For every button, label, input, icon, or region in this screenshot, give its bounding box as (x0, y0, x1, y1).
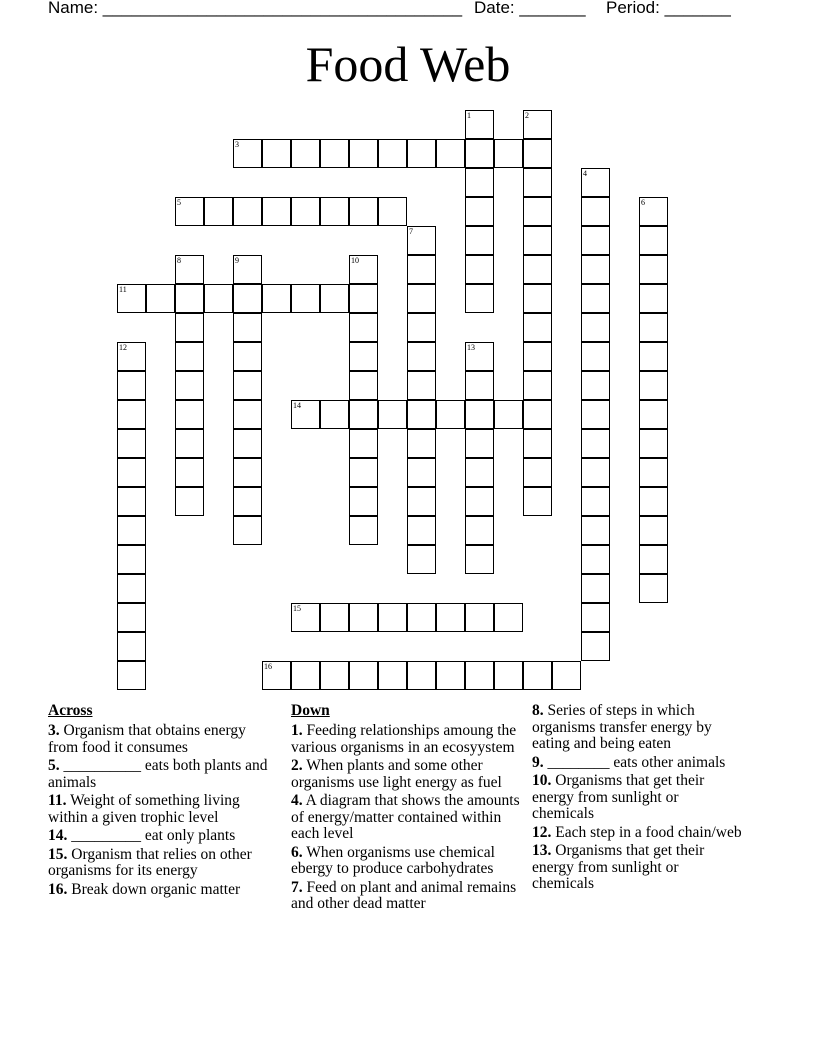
clue-number-label: 9. (532, 753, 544, 771)
grid-cell[interactable] (407, 342, 436, 371)
clue-item (48, 793, 278, 826)
grid-cell[interactable] (407, 255, 436, 284)
clue-text: Feed on plant and animal remains and other dead matter (291, 878, 517, 912)
clue-item (48, 882, 278, 899)
grid-cell[interactable] (639, 574, 668, 603)
clue-number-label: 13. (532, 842, 552, 859)
grid-cell[interactable] (233, 313, 262, 342)
grid-cell[interactable] (436, 603, 465, 632)
grid-cell[interactable] (407, 516, 436, 545)
clue-number-label: 3. (48, 722, 60, 739)
grid-cell[interactable] (349, 342, 378, 371)
grid-cell[interactable] (204, 284, 233, 313)
grid-cell[interactable] (349, 400, 378, 429)
grid-cell[interactable] (639, 429, 668, 458)
grid-cell[interactable] (523, 371, 552, 400)
clue-text: Organisms that get their energy from sunlight or chemicals (532, 842, 705, 892)
clue-number: 11 (119, 285, 127, 294)
grid-cell[interactable] (262, 284, 291, 313)
down-clues-continued (532, 703, 742, 895)
grid-cell[interactable] (175, 400, 204, 429)
grid-cell[interactable] (175, 284, 204, 313)
grid-cell[interactable] (407, 139, 436, 168)
clue-text: Organisms that get their energy from sunlight or chemicals (532, 772, 705, 822)
clue-text: Weight of something living within a given trophic level (48, 792, 240, 826)
grid-cell[interactable] (523, 168, 552, 197)
clue-number: 5 (177, 198, 181, 207)
clue-text: When organisms use chemical ebergy to produce carbohydrates (291, 843, 495, 877)
grid-cell[interactable] (233, 487, 262, 516)
grid-cell[interactable] (465, 400, 494, 429)
grid-cell[interactable] (349, 313, 378, 342)
clue-item (48, 847, 278, 880)
across-clues (48, 702, 278, 900)
clue-number-label: 5. (48, 757, 60, 774)
grid-cell[interactable] (581, 226, 610, 255)
clue-number: 7 (409, 227, 413, 236)
clue-number: 16 (264, 662, 272, 671)
grid-cell[interactable] (581, 284, 610, 313)
grid-cell[interactable] (639, 226, 668, 255)
grid-cell[interactable] (581, 632, 610, 661)
clue-number-label: 14. (48, 827, 68, 844)
grid-cell[interactable] (639, 487, 668, 516)
down-heading: Down (291, 702, 330, 719)
grid-cell[interactable] (291, 197, 320, 226)
grid-cell[interactable] (320, 284, 349, 313)
grid-cell[interactable] (639, 284, 668, 313)
grid-cell[interactable] (523, 313, 552, 342)
date-field[interactable]: Date: _______ (474, 0, 586, 17)
clue-item (48, 828, 278, 845)
grid-cell[interactable] (436, 661, 465, 690)
grid-cell[interactable] (581, 371, 610, 400)
grid-cell[interactable] (146, 284, 175, 313)
grid-cell[interactable] (523, 487, 552, 516)
grid-cell[interactable] (233, 197, 262, 226)
grid-cell[interactable] (465, 516, 494, 545)
grid-cell[interactable] (233, 342, 262, 371)
period-field[interactable]: Period: _______ (606, 0, 731, 17)
grid-cell[interactable] (639, 516, 668, 545)
grid-cell[interactable] (523, 255, 552, 284)
grid-cell[interactable] (581, 545, 610, 574)
grid-cell[interactable] (523, 342, 552, 371)
clue-number-label: 2. (291, 757, 303, 774)
clue-number: 1 (467, 111, 471, 120)
clue-item (532, 773, 742, 823)
grid-cell[interactable] (523, 284, 552, 313)
grid-cell[interactable] (581, 197, 610, 226)
grid-cell[interactable] (581, 574, 610, 603)
clue-text: Series of steps in which organisms transfer energy by eating and being eaten (532, 702, 712, 752)
grid-cell[interactable] (349, 661, 378, 690)
grid-cell[interactable] (175, 487, 204, 516)
clue-number: 12 (119, 343, 127, 352)
clue-number: 6 (641, 198, 645, 207)
grid-cell[interactable] (465, 429, 494, 458)
grid-cell[interactable] (175, 429, 204, 458)
grid-cell[interactable] (523, 226, 552, 255)
grid-cell[interactable] (349, 487, 378, 516)
clue-item (48, 758, 278, 791)
clue-number: 14 (293, 401, 301, 410)
grid-cell[interactable] (581, 487, 610, 516)
grid-cell[interactable] (262, 197, 291, 226)
grid-cell[interactable] (639, 255, 668, 284)
grid-cell[interactable] (349, 458, 378, 487)
grid-cell[interactable] (465, 603, 494, 632)
clue-item (532, 703, 742, 753)
grid-cell[interactable] (378, 197, 407, 226)
clue-item (291, 723, 527, 756)
clue-number-label: 4. (291, 792, 303, 809)
grid-cell[interactable] (175, 342, 204, 371)
grid-cell[interactable] (320, 400, 349, 429)
grid-cell[interactable] (175, 313, 204, 342)
grid-cell[interactable] (262, 139, 291, 168)
grid-cell[interactable] (639, 313, 668, 342)
grid-cell[interactable] (581, 516, 610, 545)
grid-cell[interactable] (320, 197, 349, 226)
grid-cell[interactable] (436, 139, 465, 168)
grid-cell[interactable] (639, 400, 668, 429)
grid-cell[interactable] (465, 661, 494, 690)
grid-cell[interactable] (407, 429, 436, 458)
grid-cell[interactable] (349, 516, 378, 545)
grid-cell[interactable] (349, 197, 378, 226)
grid-cell[interactable] (407, 400, 436, 429)
grid-cell[interactable] (639, 371, 668, 400)
grid-cell[interactable] (494, 400, 523, 429)
grid-cell[interactable] (349, 139, 378, 168)
grid-cell[interactable] (117, 371, 146, 400)
grid-cell[interactable] (117, 545, 146, 574)
clue-number-label: 12. (532, 823, 552, 841)
name-field[interactable]: Name: ______________________________________ (48, 0, 463, 17)
clue-number-label: 11. (48, 792, 67, 809)
grid-cell[interactable] (233, 516, 262, 545)
grid-cell[interactable] (581, 400, 610, 429)
grid-cell[interactable] (378, 139, 407, 168)
clue-number: 9 (235, 256, 239, 265)
grid-cell[interactable] (117, 429, 146, 458)
grid-cell[interactable] (175, 458, 204, 487)
grid-cell[interactable] (378, 603, 407, 632)
grid-cell[interactable] (320, 661, 349, 690)
grid-cell[interactable] (523, 661, 552, 690)
grid-cell[interactable] (465, 458, 494, 487)
clue-text: A diagram that shows the amounts of energy/matter contained within each level (291, 792, 520, 842)
grid-cell[interactable] (291, 139, 320, 168)
clue-text: Feeding relationships amoung the various organisms in an ecosyystem (291, 722, 517, 756)
clue-text: Organism that obtains energy from food it consumes (48, 722, 246, 756)
grid-cell[interactable] (523, 197, 552, 226)
clue-text: Break down organic matter (67, 880, 241, 898)
grid-cell[interactable] (465, 284, 494, 313)
clue-text: _________ eat only plants (67, 827, 236, 844)
grid-cell[interactable] (117, 603, 146, 632)
grid-cell[interactable] (407, 284, 436, 313)
grid-cell[interactable] (407, 661, 436, 690)
grid-cell[interactable] (436, 400, 465, 429)
grid-cell[interactable] (349, 603, 378, 632)
grid-cell[interactable] (117, 487, 146, 516)
grid-cell[interactable] (320, 603, 349, 632)
grid-cell[interactable] (117, 574, 146, 603)
grid-cell[interactable] (581, 342, 610, 371)
clue-number-label: 7. (291, 878, 303, 896)
grid-cell[interactable] (117, 400, 146, 429)
across-heading: Across (48, 702, 93, 719)
clue-number: 10 (351, 256, 359, 265)
clue-item (291, 845, 527, 878)
grid-cell[interactable] (407, 371, 436, 400)
grid-cell[interactable] (581, 458, 610, 487)
clue-number-label: 6. (291, 843, 303, 861)
grid-cell[interactable] (639, 458, 668, 487)
grid-cell[interactable] (465, 487, 494, 516)
grid-cell[interactable] (175, 371, 204, 400)
grid-cell[interactable] (581, 603, 610, 632)
grid-cell[interactable] (233, 400, 262, 429)
grid-cell[interactable] (204, 197, 233, 226)
clue-item (291, 758, 527, 791)
grid-cell[interactable] (291, 661, 320, 690)
grid-cell[interactable] (407, 313, 436, 342)
grid-cell[interactable] (349, 429, 378, 458)
grid-cell[interactable] (349, 371, 378, 400)
clue-number: 8 (177, 256, 181, 265)
grid-cell[interactable] (465, 139, 494, 168)
grid-cell[interactable] (465, 371, 494, 400)
clue-text: Organism that relies on other organisms for its energy (48, 845, 252, 879)
clue-item (532, 755, 742, 772)
clue-text: __________ eats both plants and animals (48, 757, 268, 791)
grid-cell[interactable] (407, 487, 436, 516)
clue-number: 4 (583, 169, 587, 178)
clue-number: 15 (293, 604, 301, 613)
clue-text: Each step in a food chain/web (551, 823, 742, 841)
grid-cell[interactable] (523, 458, 552, 487)
clue-number-label: 15. (48, 845, 68, 863)
page-title: Food Web (305, 36, 511, 92)
clue-number: 3 (235, 140, 239, 149)
grid-cell[interactable] (117, 458, 146, 487)
clue-item (532, 843, 742, 893)
grid-cell[interactable] (320, 139, 349, 168)
grid-cell[interactable] (494, 661, 523, 690)
grid-cell[interactable] (117, 516, 146, 545)
grid-cell[interactable] (581, 429, 610, 458)
grid-cell[interactable] (407, 545, 436, 574)
grid-cell[interactable] (465, 226, 494, 255)
grid-cell[interactable] (581, 255, 610, 284)
clue-number: 2 (525, 111, 529, 120)
clue-text: When plants and some other organisms use light energy as fuel (291, 757, 502, 791)
clue-number: 13 (467, 343, 475, 352)
clue-number-label: 10. (532, 772, 552, 789)
clue-number-label: 1. (291, 722, 303, 739)
grid-cell[interactable] (378, 400, 407, 429)
grid-cell[interactable] (233, 458, 262, 487)
clue-text: ________ eats other animals (543, 753, 726, 771)
grid-cell[interactable] (494, 139, 523, 168)
grid-cell[interactable] (581, 313, 610, 342)
down-clues (291, 702, 527, 915)
grid-cell[interactable] (349, 284, 378, 313)
grid-cell[interactable] (465, 255, 494, 284)
grid-cell[interactable] (465, 168, 494, 197)
grid-cell[interactable] (233, 284, 262, 313)
grid-cell[interactable] (465, 197, 494, 226)
grid-cell[interactable] (117, 632, 146, 661)
grid-cell[interactable] (523, 400, 552, 429)
grid-cell[interactable] (552, 661, 581, 690)
clue-item (291, 880, 527, 913)
grid-cell[interactable] (639, 342, 668, 371)
clue-item (48, 723, 278, 756)
grid-cell[interactable] (233, 371, 262, 400)
clue-number-label: 8. (532, 702, 544, 719)
grid-cell[interactable] (407, 458, 436, 487)
grid-cell[interactable] (291, 284, 320, 313)
grid-cell[interactable] (639, 545, 668, 574)
clue-item (291, 793, 527, 843)
grid-cell[interactable] (117, 661, 146, 690)
grid-cell[interactable] (523, 429, 552, 458)
clue-item (532, 825, 742, 842)
grid-cell[interactable] (407, 603, 436, 632)
grid-cell[interactable] (233, 429, 262, 458)
grid-cell[interactable] (523, 139, 552, 168)
grid-cell[interactable] (494, 603, 523, 632)
grid-cell[interactable] (465, 545, 494, 574)
grid-cell[interactable] (378, 661, 407, 690)
clue-number-label: 16. (48, 880, 68, 898)
